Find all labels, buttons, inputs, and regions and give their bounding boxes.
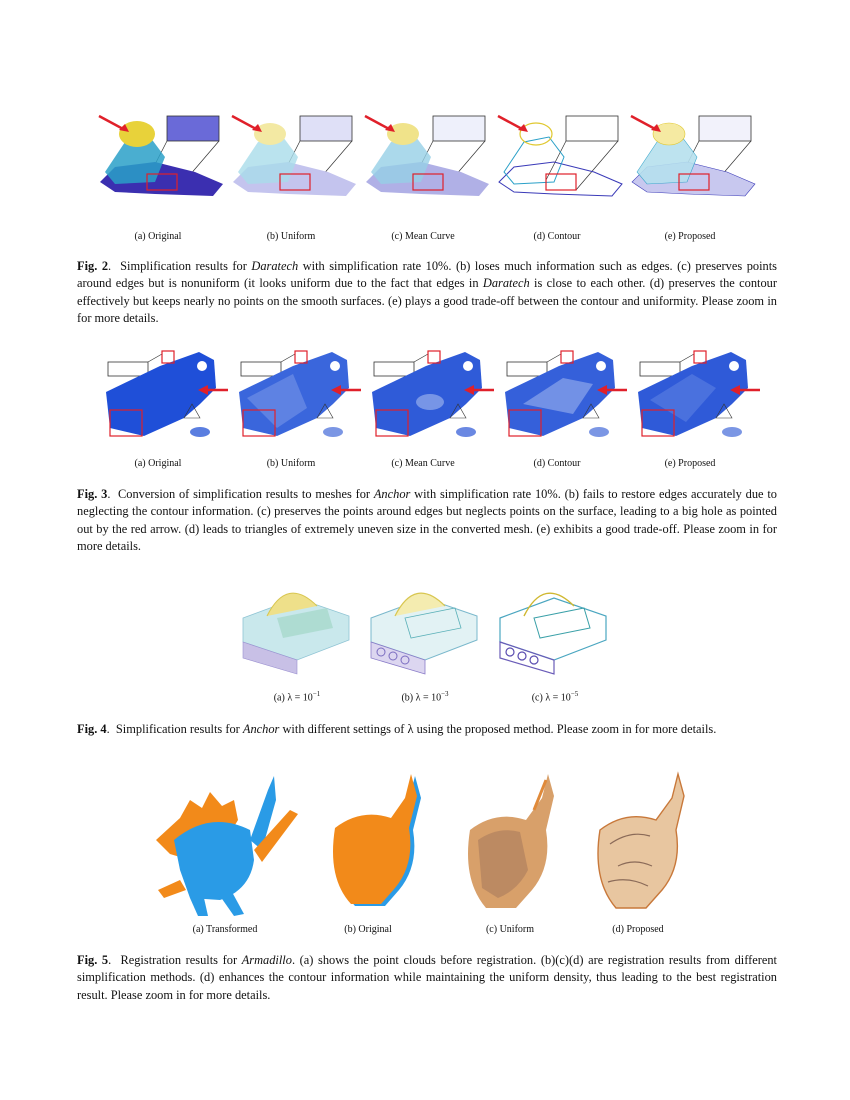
fig2-panel-e-proposed [627,112,757,212]
fig5-label: Fig. 5 [77,953,109,967]
fig3-panel-a-original [104,348,229,440]
fig3-label: Fig. 3 [77,487,108,501]
fig5-subcaption-d: (d) Proposed [612,924,664,935]
fig4-subcaption-a-text: (a) λ = 10 [273,692,313,704]
fig3-caption: Fig. 3. Conversion of simplification results to meshes for Anchor with simplification rate 10%. (b) fails to restore edges accurately due to neglecting the contour information. (c) preserves the points around edges but neglects points on the surface, leading to a big hole as pointed out by the red arrow. (d) leads to triangles of extremely uneven size in the converted mesh. (e) exhibits a good trade-off. Please zoom in for more details. [77,487,777,554]
fig2-subcaption-a: (a) Original [134,231,182,242]
fig5-panel-b-original [325,770,435,920]
fig4-subcaption-c [505,690,605,703]
fig5-caption-text: Registration results for [120,953,242,967]
fig3-caption-text-2: with simplification rate 10%. (b) fails to restore edges accurately due to neglecting the contour information. (c) preserves the points around edges but neglects points on the surface, leading to a big hole as pointed out by the red arrow. (d) leads to triangles of extremely uneven size in the converted mesh. (e) exhibits a good trade-off. Please zoom in for more details. [77,487,777,554]
fig2-subcaption-c: (c) Mean Curve [391,231,455,242]
fig3-panel-e-proposed [636,348,761,440]
fig2-subcaption-b: (b) Uniform [266,231,316,242]
fig2-caption-model-2: Daratech [482,276,530,291]
fig3-subcaption-d: (d) Contour [533,458,581,469]
fig5-panel-d-proposed [588,770,698,920]
fig5-panel-a-transformed [150,770,305,920]
fig4-caption: Fig. 4. Simplification results for Anchor with different settings of λ using the proposed method. Please zoom in for more details. [77,722,717,736]
fig2-panel-d-contour [494,112,624,212]
fig4-caption-text: Simplification results for [115,722,243,736]
fig2-panel-b-uniform [228,112,358,212]
fig2-panel-c-mean-curve [361,112,491,212]
fig3-caption-text: Conversion of simplification results to meshes for [118,487,374,501]
fig5-panel-c-uniform [458,770,568,920]
fig4-subcaption-c-exp: −5 [570,690,579,698]
fig4-label: Fig. 4 [77,722,107,736]
fig2-caption: Fig. 2. Simplification results for Daratech with simplification rate 10%. (b) loses much information such as edges. (c) preserves points around edges but is nonuniform (it looks uniform due to the fact that edges in Daratech is close to each other. (d) preserves the contour effectively but keeps nearly no points on the smooth surfaces. (e) plays a good trade-off between the contour and uniformity. Please zoom in for more details. [77,259,777,326]
fig4-subcaption-a [247,690,347,703]
fig5-caption-model: Armadillo [241,953,292,967]
fig5-caption: Fig. 5. Registration results for Armadillo. (a) shows the point clouds before registration. (b)(c)(d) are registration results from different simplification methods. (d) enhances the contour information while maintaining the uniform density, thus leading to the best registration result. Please zoom in for more details. [77,953,777,1002]
fig3-subcaption-b: (b) Uniform [266,458,316,469]
fig5-subcaption-b: (b) Original [344,924,392,935]
fig4-subcaption-b-text: (b) λ = 10 [401,692,442,704]
fig3-subcaption-c: (c) Mean Curve [391,458,455,469]
fig2-caption-text-2: with simplification rate 10%. (b) loses much information such as edges. (c) preserves points around edges but is nonuniform (it looks uniform due to the fact that edges in [77,259,777,291]
fig2-subcaption-d: (d) Contour [533,231,581,242]
fig2-panel-a-original [95,112,225,212]
fig4-subcaption-b-exp: −3 [441,690,449,698]
fig5-subcaption-c: (c) Uniform [485,924,535,935]
fig4-panel-a [237,578,357,678]
fig4-panel-c [494,578,614,678]
fig5-subcaption-a: (a) Transformed [192,924,258,935]
fig3-subcaption-a: (a) Original [134,458,182,469]
fig3-panel-d-contour [503,348,628,440]
fig4-caption-text-2: with different settings of λ using the proposed method. Please zoom in for more details. [279,722,717,736]
fig4-subcaption-a-exp: −1 [312,690,321,698]
fig2-label: Fig. 2 [77,259,109,273]
fig4-subcaption-c-text: (c) λ = 10 [531,692,571,704]
fig4-panel-b [365,578,485,678]
fig4-subcaption-b [375,690,475,703]
fig2-caption-text: Simplification results for [120,259,252,273]
fig2-subcaption-e: (e) Proposed [664,231,716,242]
fig3-caption-model: Anchor [373,487,411,501]
fig2-caption-model: Daratech [251,259,299,273]
fig2-caption-text-3: is close to each other. (d) preserves the contour effectively but keeps nearly no points on the smooth surfaces. (e) plays a good trade-off between the contour and uniformity. Please zoom in for more details. [77,276,777,326]
fig3-panel-b-uniform [237,348,362,440]
fig3-subcaption-e: (e) Proposed [664,458,716,469]
fig5-caption-text-2: . (a) shows the point clouds before registration. (b)(c)(d) are registration results from different simplification methods. (d) enhances the contour information while maintaining the uniform density, thus leading to the best registration result. Please zoom in for more details. [77,953,777,1002]
fig3-panel-c-mean-curve [370,348,495,440]
fig4-caption-model: Anchor [242,722,280,736]
